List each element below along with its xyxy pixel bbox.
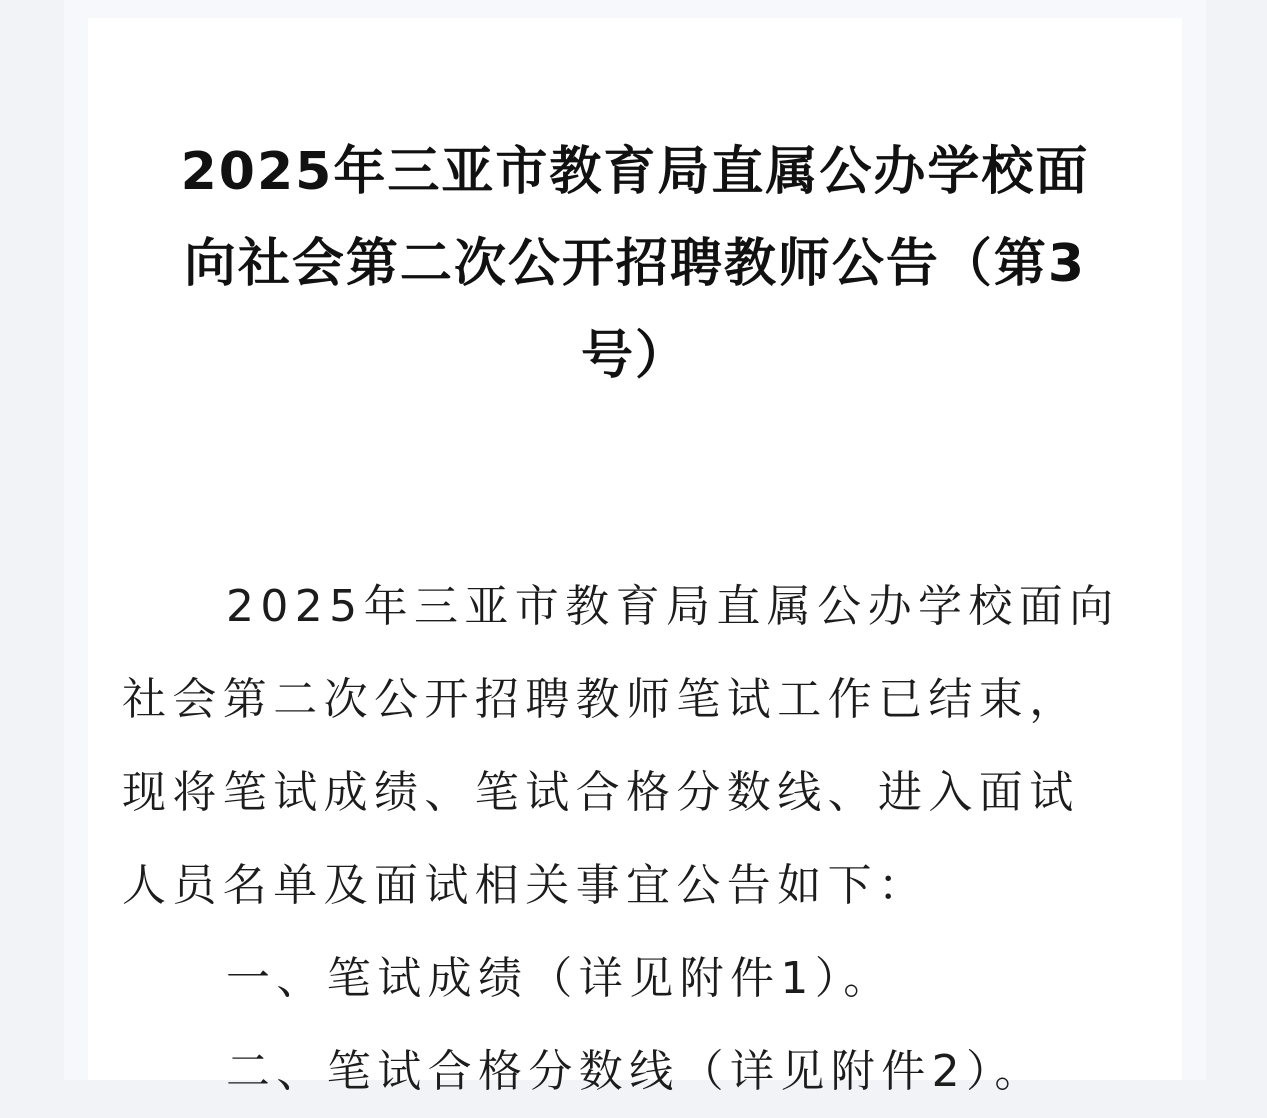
title-line-2: 向社会第二次公开招聘教师公告（第3	[183, 234, 1087, 294]
body-paragraph-line-3: 现将笔试成绩、笔试合格分数线、进入面试	[122, 767, 1080, 818]
title-line-3: 号）	[580, 326, 689, 386]
body-paragraph-line-1: 2025年三亚市教育局直属公办学校面向	[226, 581, 1120, 632]
title-line-1: 2025年三亚市教育局直属公办学校面	[180, 142, 1090, 202]
list-item-passing-line: 二、笔试合格分数线（详见附件2）。	[226, 1046, 1045, 1097]
document-page	[88, 18, 1182, 1097]
body-paragraph-line-4: 人员名单及面试相关事宜公告如下：	[122, 860, 929, 911]
body-paragraph-line-2: 社会第二次公开招聘教师笔试工作已结束，	[122, 674, 1080, 725]
document-title	[128, 126, 1142, 402]
document-body	[122, 560, 1152, 1118]
list-item-written-scores: 一、笔试成绩（详见附件1）。	[226, 953, 894, 1004]
